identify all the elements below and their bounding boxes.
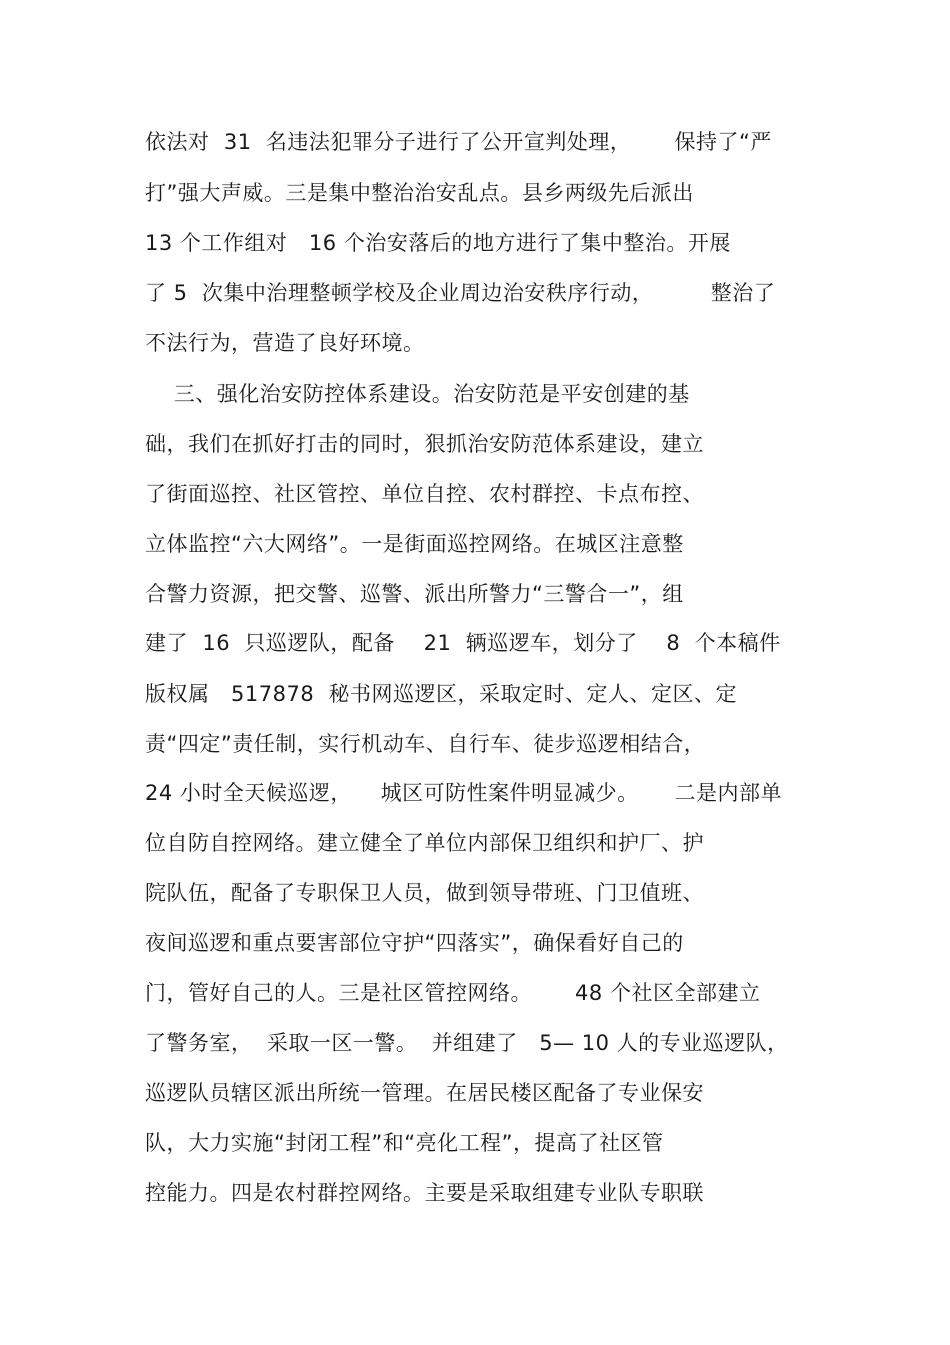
text-line-9: 立体监控“六大网络”。一是街面巡控网络。在城区注意整 [145, 532, 684, 556]
text-line-3: 13 个工作组对 16 个治安落后的地方进行了集中整治。开展 [145, 231, 731, 255]
text-line-10: 合警力资源，把交警、巡警、派出所警力“三警合一”，组 [145, 582, 684, 606]
text-line-19: 了警务室， 采取一区一警。 并组建了 5— 10 人的专业巡逻队， [145, 1031, 789, 1055]
text-line-22: 控能力。四是农村群控网络。主要是采取组建专业队专职联 [145, 1181, 704, 1205]
text-line-1: 依法对 31 名违法犯罪分子进行了公开宣判处理， 保持了“严 [145, 130, 772, 154]
text-line-8: 了街面巡控、社区管控、单位自控、农村群控、卡点布控、 [145, 482, 704, 506]
text-line-16: 院队伍，配备了专职保卫人员，做到领导带班、门卫值班、 [145, 881, 704, 905]
text-line-14: 24 小时全天候巡逻， 城区可防性案件明显减少。 二是内部单 [145, 781, 782, 805]
text-line-13: 责“四定”责任制，实行机动车、自行车、徒步巡逻相结合， [145, 732, 706, 756]
text-line-21: 队，大力实施“封闭工程”和“亮化工程”，提高了社区管 [145, 1131, 664, 1155]
text-line-11: 建了 16 只巡逻队，配备 21 辆巡逻车，划分了 8 个本稿件 [145, 631, 781, 655]
text-line-7: 础，我们在抓好打击的同时，狠抓治安防范体系建设，建立 [145, 432, 704, 456]
text-line-18: 门，管好自己的人。三是社区管控网络。 48 个社区全部建立 [145, 981, 761, 1005]
text-line-15: 位自防自控网络。建立健全了单位内部保卫组织和护厂、护 [145, 831, 704, 855]
text-line-2: 打”强大声威。三是集中整治治安乱点。县乡两级先后派出 [145, 181, 694, 205]
text-line-12: 版权属 517878 秘书网巡逻区，采取定时、定人、定区、定 [145, 682, 738, 706]
text-line-6: 三、强化治安防控体系建设。治安防范是平安创建的基 [145, 382, 690, 406]
text-line-5: 不法行为，营造了良好环境。 [145, 331, 425, 355]
text-line-4: 了 5 次集中治理整顿学校及企业周边治安秩序行动， 整治了 [145, 281, 776, 305]
text-line-20: 巡逻队员辖区派出所统一管理。在居民楼区配备了专业保安 [145, 1081, 704, 1105]
text-line-17: 夜间巡逻和重点要害部位守护“四落实”，确保看好自己的 [145, 931, 684, 955]
